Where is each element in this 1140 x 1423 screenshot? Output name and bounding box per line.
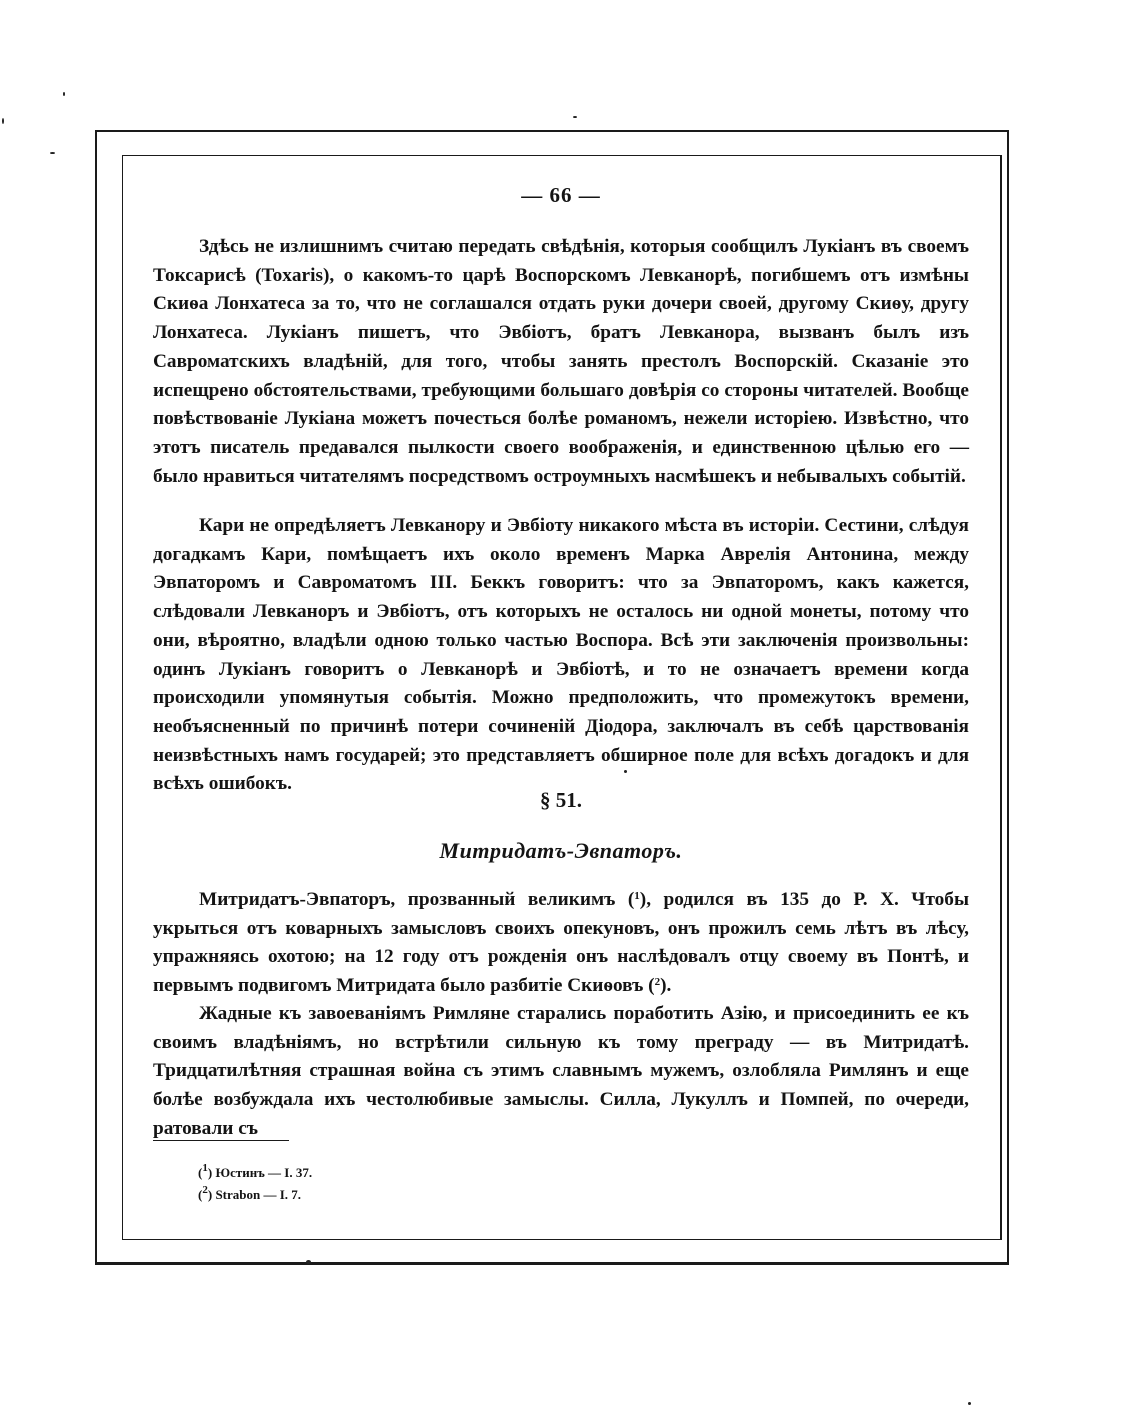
footnote-mark: 1	[202, 1162, 208, 1174]
paragraph-mithridates	[153, 886, 969, 1001]
paragraph-text: ), родился въ 135 до Р. Х. Чтобы укрыться отъ коварныхъ замысловъ своихъ опекуновъ, онъ прожилъ семь лѣтъ въ лѣсу, упражняясь охотою; на 12 году отъ рожденія онъ наслѣдовалъ отцу своему въ Понтѣ, и первымъ подвигомъ Митридата было разбитіе Скиѳовъ (	[153, 889, 969, 997]
footnote-rule	[153, 1140, 289, 1141]
section-number: § 51.	[540, 788, 582, 812]
footnote-item: ($^1$) Юстинъ — I. 37.	[198, 1162, 313, 1180]
ink-speck	[63, 92, 65, 96]
ink-speck	[624, 770, 627, 773]
section-title: Митридатъ-Эвпаторъ.	[439, 838, 683, 863]
paragraph-text: Митридатъ-Эвпаторъ, прозванный великимъ (	[199, 889, 635, 910]
footnote-mark: 2	[202, 1184, 208, 1196]
paragraph-romans: Жадные къ завоеваніямъ Римляне старались поработить Азію, и присоединить ее къ своимъ владѣніямъ, но встрѣтили сильную къ тому преграду — въ Митридатѣ. Тридцатилѣтняя страшная война съ этимъ славнымъ мужемъ, озлобляла Римлянъ и еще болѣе возбуждала ихъ честолюбивые замыслы. Силла, Лукуллъ и Помпей, по очереди, ратовали съ	[153, 1003, 969, 1139]
ink-speck	[2, 118, 4, 124]
footnotes	[198, 1162, 312, 1206]
paragraph-lucian: Здѣсь не излишнимъ считаю передать свѣдѣнія, которыя сообщилъ Лукіанъ въ своемъ Токсарисѣ (Toxaris), о какомъ-то царѣ Воспорскомъ Левканорѣ, погибшемъ отъ измѣны Скиѳа Лонхатеса за то, что не соглашался отдать руки дочери своей, другому Скиѳу, другу Лонхатеса. Лукіанъ пишетъ, что Эвбіотъ, братъ Левканора, вызванъ былъ изъ Савроматскихъ владѣній, для того, чтобы занять престолъ Воспорскій. Сказаніе это испещрено обстоятельствами, требующими большаго довѣрія со стороны читателей. Вообще повѣствованіе Лукіана можетъ почесться болѣе романомъ, нежели исторіею. Извѣстно, что этотъ писатель предавался пылкости своего воображенія, и единственною цѣлью его — было нравиться читателямъ посредствомъ остроумныхъ насмѣшекъ и небывалыхъ событій.	[153, 236, 969, 487]
footnote-item: ($^2$) Strabon — I. 7.	[198, 1184, 302, 1202]
footnote-text: Strabon — I. 7.	[215, 1187, 302, 1202]
page-number: — 66 —	[521, 183, 601, 207]
footnote-ref: 1	[634, 890, 640, 902]
footnote-text: Юстинъ — I. 37.	[215, 1165, 313, 1180]
ink-speck	[50, 152, 55, 154]
ink-speck	[306, 1260, 311, 1264]
footnote-ref: 2	[654, 976, 661, 989]
ink-speck	[968, 1402, 971, 1405]
ink-speck	[573, 116, 577, 118]
paragraph-kari: Кари не опредѣляетъ Левканору и Эвбіоту никакого мѣста въ исторіи. Сестини, слѣдуя догадкамъ Кари, помѣщаетъ ихъ около временъ Марка Аврелія Антонина, между Эвпаторомъ и Савроматомъ III. Беккъ говоритъ: что за Эвпаторомъ, какъ кажется, слѣдовали Левканоръ и Эвбіотъ, отъ которыхъ не осталось ни одной монеты, потому что они, вѣроятно, владѣли одною только частью Воспора. Всѣ эти заключенія произвольны: одинъ Лукіанъ говоритъ о Левканорѣ и Эвбіотѣ, и то не означаетъ времени когда происходили упомянутыя событія. Можно предположить, что промежутокъ времени, необъясненный по причинѣ потери сочиненій Діодора, заключалъ въ себѣ царствованія неизвѣстныхъ намъ государей; это представляетъ обширное поле для всѣхъ догадокъ и для всѣхъ ошибокъ.	[153, 515, 969, 795]
paragraph-text: ).	[660, 975, 672, 997]
